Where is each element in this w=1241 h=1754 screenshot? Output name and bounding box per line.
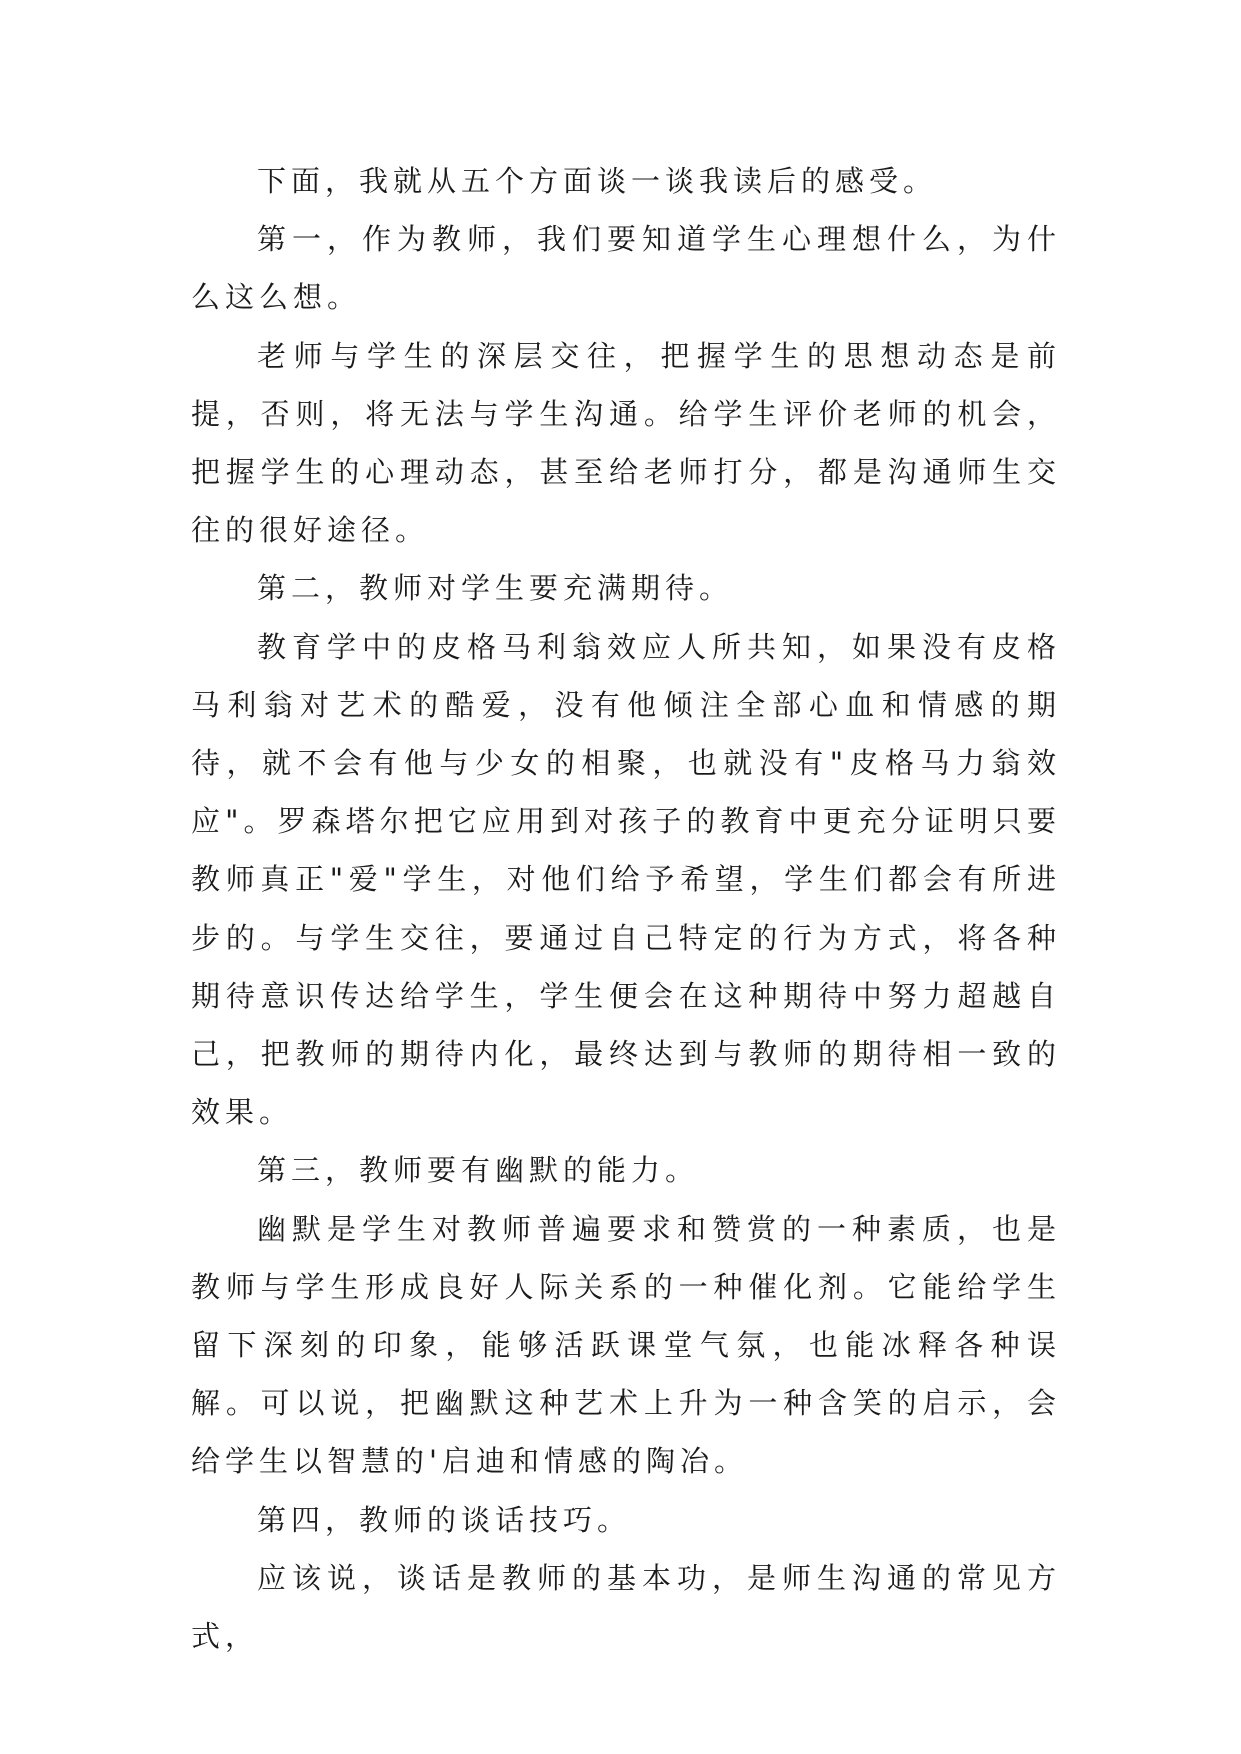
paragraph-heading-first: 第一，作为教师，我们要知道学生心理想什么，为什么这么想。 [191,222,1061,315]
paragraph-intro: 下面，我就从五个方面谈一谈我读后的感受。 [257,164,938,198]
paragraph-heading-second: 第二，教师对学生要充满期待。 [257,571,734,606]
document-body [191,152,1061,1665]
paragraph-body-fourth: 应该说，谈话是教师的基本功，是师生沟通的常见方式， [191,1560,1061,1654]
paragraph-heading-fourth: 第四，教师的谈话技巧。 [257,1502,632,1537]
paragraph-heading-third: 第三，教师要有幽默的能力。 [257,1153,700,1188]
paragraph-body-first: 老师与学生的深层交往，把握学生的思想动态是前提，否则，将无法与学生沟通。给学生评价老师的机会，把握学生的心理动态，甚至给老师打分，都是沟通师生交往的很好途径。 [191,338,1061,548]
paragraph-body-third: 幽默是学生对教师普遍要求和赞赏的一种素质，也是教师与学生形成良好人际关系的一种催化剂。它能给学生留下深刻的印象，能够活跃课堂气氛，也能冰释各种误解。可以说，把幽默这种艺术上升为一种含笑的启示，会给学生以智慧的'启迪和情感的陶冶。 [191,1211,1061,1479]
paragraph-body-second: 教育学中的皮格马利翁效应人所共知，如果没有皮格马利翁对艺术的酷爱，没有他倾注全部心血和情感的期待，就不会有他与少女的相聚，也就没有"皮格马力翁效应"。罗森塔尔把它应用到对孩子的教育中更充分证明只要教师真正"爱"学生，对他们给予希望，学生们都会有所进步的。与学生交往，要通过自己特定的行为方式，将各种期待意识传达给学生，学生便会在这种期待中努力超越自己，把教师的期待内化，最终达到与教师的期待相一致的效果。 [191,629,1061,1130]
